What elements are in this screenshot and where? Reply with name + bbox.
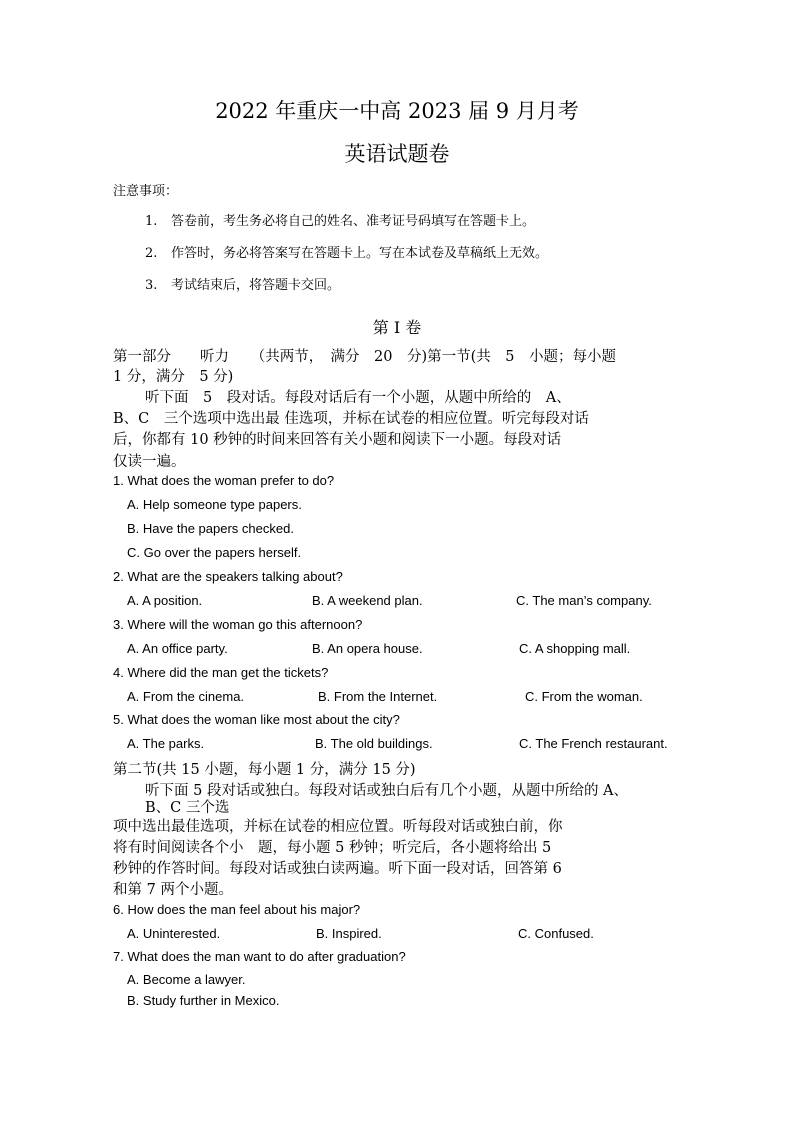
answer-option: A. Uninterested. <box>127 926 221 941</box>
answer-option: C. Confused. <box>518 926 594 941</box>
section2-heading: 第二节(共 15 小题，每小题 1 分，满分 15 分) <box>113 762 416 778</box>
question-stem: 2. What are the speakers talking about? <box>113 569 343 584</box>
section1-line: 1 分，满分 5 分) <box>113 369 234 385</box>
answer-option: A. An office party. <box>127 641 228 656</box>
answer-option: B. A weekend plan. <box>312 593 423 608</box>
answer-option: A. Become a lawyer. <box>127 972 246 987</box>
section2-line: 秒钟的作答时间。每段对话或独白读两遍。听下面一段对话，回答第 6 <box>113 861 562 877</box>
answer-option: A. Help someone type papers. <box>127 497 302 512</box>
note-text: 作答时，务必将答案写在答题卡上。写在本试卷及草稿纸上无效。 <box>171 246 549 261</box>
section2-line: 将有时间阅读各个小 题，每小题 5 秒钟；听完后，各小题将给出 5 <box>113 840 552 856</box>
section2-line: B、C 三个选 <box>145 800 230 816</box>
section1-line: 听下面 5 段对话。每段对话后有一个小题，从题中所给的 A、 <box>145 390 571 406</box>
note-number: 1. <box>145 214 158 229</box>
note-item <box>145 242 548 261</box>
page-title: 2022 年重庆一中高 2023 届 9 月月考 <box>215 99 579 123</box>
answer-option: B. Study further in Mexico. <box>127 993 280 1008</box>
answer-option: B. Inspired. <box>316 926 382 941</box>
answer-option: B. An opera house. <box>312 641 423 656</box>
note-item <box>145 210 535 229</box>
section1-line: 仅读一遍。 <box>113 454 186 470</box>
question-stem: 5. What does the woman like most about the city? <box>113 712 400 727</box>
answer-option: A. A position. <box>127 593 203 608</box>
section2-line: 和第 7 两个小题。 <box>113 882 233 898</box>
answer-option: B. From the Internet. <box>318 689 438 704</box>
note-item <box>145 274 340 293</box>
section1-line: B、C 三个选项中选出最 佳选项，并标在试卷的相应位置。听完每段对话 <box>113 411 589 427</box>
answer-option: C. Go over the papers herself. <box>127 545 302 560</box>
question-stem: 6. How does the man feel about his major? <box>113 902 361 917</box>
section2-line: 项中选出最佳选项，并标在试卷的相应位置。听每段对话或独白前，你 <box>113 819 563 835</box>
answer-option: B. Have the papers checked. <box>127 521 294 536</box>
section1-heading: 第一部分 听力 （共两节， 满分 20 分)第一节(共 5 小题；每小题 <box>113 349 616 365</box>
question-stem: 4. Where did the man get the tickets? <box>113 665 329 680</box>
note-number: 3. <box>145 278 158 293</box>
question-stem: 7. What does the man want to do after graduation? <box>113 949 406 964</box>
volume-title: 第 I 卷 <box>372 318 422 337</box>
answer-option: A. The parks. <box>127 736 205 751</box>
question-stem: 3. Where will the woman go this afternoon? <box>113 617 363 632</box>
answer-option: C. From the woman. <box>525 689 643 704</box>
page-subtitle: 英语试题卷 <box>344 142 450 166</box>
question-stem: 1. What does the woman prefer to do? <box>113 473 335 488</box>
note-text: 答卷前，考生务必将自己的姓名、准考证号码填写在答题卡上。 <box>171 214 536 229</box>
section2-line: 听下面 5 段对话或独白。每段对话或独白后有几个小题，从题中所给的 A、 <box>145 783 629 799</box>
notes-heading: 注意事项： <box>113 184 179 199</box>
answer-option: B. The old buildings. <box>315 736 433 751</box>
note-text: 考试结束后，将答题卡交回。 <box>171 278 341 293</box>
note-number: 2. <box>145 246 158 261</box>
answer-option: C. The man’s company. <box>516 593 652 608</box>
answer-option: C. A shopping mall. <box>519 641 631 656</box>
section1-line: 后，你都有 10 秒钟的时间来回答有关小题和阅读下一小题。每段对话 <box>113 432 562 448</box>
answer-option: C. The French restaurant. <box>519 736 668 751</box>
answer-option: A. From the cinema. <box>127 689 245 704</box>
